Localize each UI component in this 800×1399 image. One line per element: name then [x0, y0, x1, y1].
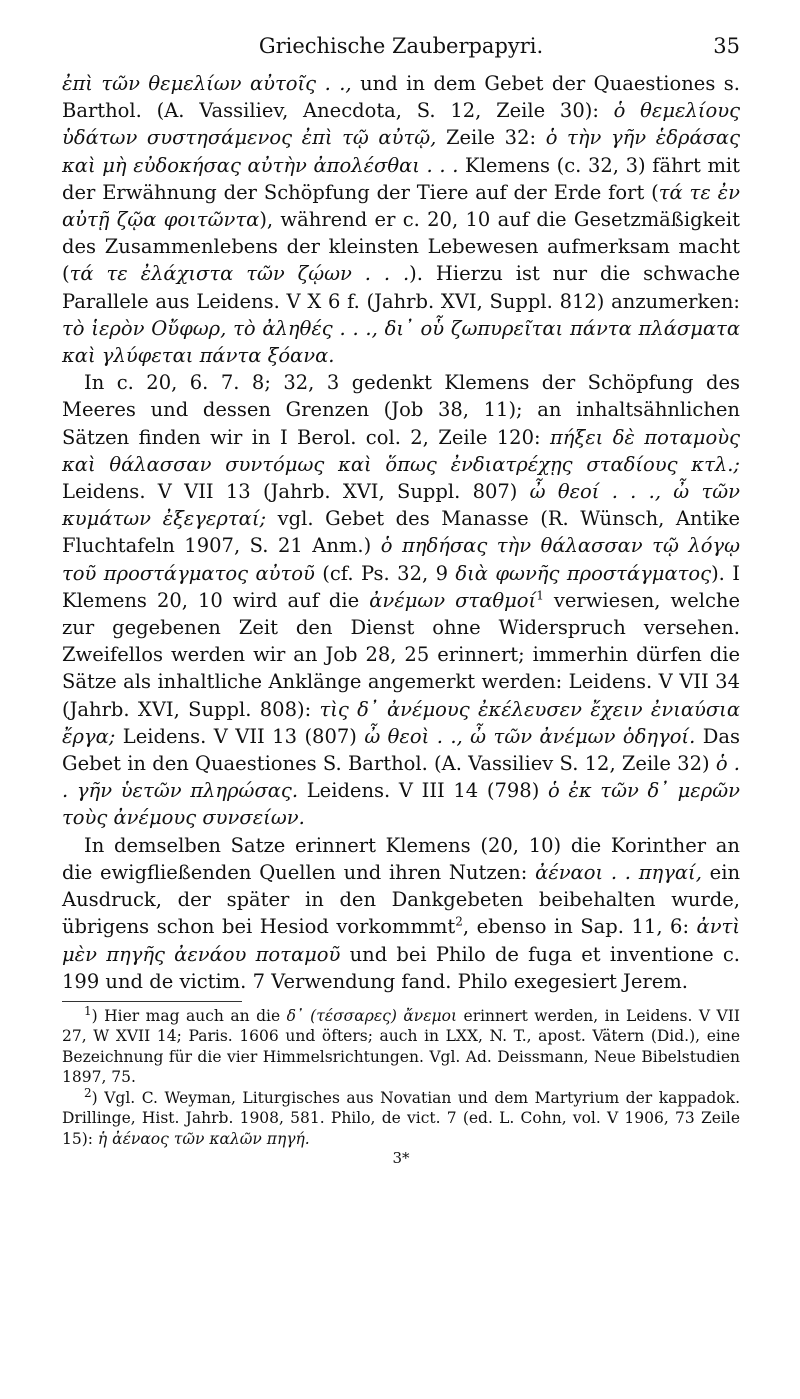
greek-text: ὁ τὴν γῆν ἑδράσας καὶ μὴ εὐδοκήσας αὐτὴν ἀπολέσθαι . . . [62, 126, 741, 177]
greek-text: ὦ θεοὶ . ., ὦ τῶν ἀνέμων ὁδηγοί. [364, 724, 696, 748]
footnote-marker: 1 [84, 1003, 92, 1018]
greek-text: τά τε ἐν αὐτῇ ζῷα φοιτῶντα [62, 180, 740, 232]
greek-text: τὶς δ᾽ ἀνέμους ἐκέλευσεν ἔχειν ἐνιαύσια ἔργα; [62, 697, 740, 748]
text-run: In demselben Satze erinnert Klemens (20, 10) die Korinther an die ewigfließenden Quellen und ihren Nutzen: [62, 833, 740, 884]
greek-text: ἀνέμων σταθμοί [369, 588, 537, 612]
greek-text: πήξει δὲ ποταμοὺς καὶ θάλασσαν συντόμως καὶ ὅπως ἐνδιατρέχῃς σταδίους κτλ.; [62, 425, 740, 476]
greek-text: ὁ πηδήσας τὴν θάλασσαν τῷ λόγῳ τοῦ προστάγματος αὐτοῦ [62, 534, 740, 585]
page-number: 35 [713, 34, 740, 58]
text-run: ). I Klemens 20, 10 wird auf die [62, 561, 740, 612]
body-text [62, 70, 740, 995]
footnote-marker: 1 [536, 588, 544, 603]
paragraph-3 [62, 832, 740, 995]
text-run: verwiesen, welche zur gegebenen Zeit den Dienst ohne Widerspruch versehen. Zweifellos werden wir an Job 28, 25 erinnert; immerhin dürfen die Sätze als inhaltliche Anklänge angemerkt werden: Leidens. V VII 34 (Jahrb. XVI, Suppl. 808): [62, 588, 740, 721]
footnote-marker: 2 [84, 1085, 92, 1100]
text-run: ein Ausdruck, der später in den Dankgebeten beibehalten wurde, übrigens schon bei Hesiod vorkommmt [62, 860, 741, 939]
text-run: und bei Philo de fuga et inventione c. 199 und de victim. 7 Verwendung fand. Philo exegesiert Jerem. [62, 942, 740, 993]
greek-text: ὦ θεοί . . ., ὦ τῶν κυμάτων ἐξεγερταί; [62, 480, 741, 531]
text-run: Das Gebet in den Quaestiones S. Barthol. (A. Vassiliev S. 12, Zeile 32) [62, 724, 740, 776]
greek-text: ὁ . . γῆν ὑετῶν πληρώσας. [62, 752, 740, 803]
footnote-1 [62, 1003, 740, 1088]
paragraph-2 [62, 369, 740, 831]
greek-text: ὁ ἐκ τῶν δ᾽ μερῶν τοὺς ἀνέμους συνσείων. [62, 779, 740, 830]
text-run: ). Hierzu ist nur die schwache Parallele aus Leidens. V X 6 f. (Jahrb. XVI, Suppl. 812) anzumerken: [62, 262, 740, 313]
greek-text: ὁ θεμελίους ὑδάτων συστησάμενος ἐπὶ τῷ αὐτῷ, [62, 99, 740, 150]
greek-text: ἀντὶ μὲν πηγῆς ἀενάου ποταμοῦ [62, 915, 740, 966]
paragraph-1 [62, 70, 740, 369]
text-run: ), während er c. 20, 10 auf die Gesetzmäßigkeit des Zusammenlebens der kleinsten Lebewesen aufmerksam macht ( [62, 208, 740, 286]
text-run: ) Hier mag auch an die [91, 1006, 287, 1025]
running-title: Griechische Zauberpapyri. [258, 34, 544, 58]
text-run: Leidens. V VII 13 (807) [115, 724, 365, 748]
footnote-2 [62, 1085, 740, 1150]
text-run: ) Vgl. C. Weyman, Liturgisches aus Novatian und dem Martyrium der kappadok. Drillinge, Hist. Jahrb. 1908, 581. Philo, de vict. 7 (ed. L. Cohn, vol. V 1906, 73 Zeile 15): [62, 1088, 740, 1148]
greek-text: διὰ φωνῆς προστάγματος [455, 561, 712, 585]
running-head [62, 0, 740, 70]
greek-text: δ᾽ (τέσσαρες) ἄνεμοι [286, 1006, 458, 1025]
text-run: Zeile 32: [436, 126, 546, 150]
greek-text: ἡ ἀέναος τῶν καλῶν πηγή. [97, 1129, 310, 1148]
text-run: Leidens. V III 14 (798) [298, 779, 548, 803]
text-run: vgl. Gebet des Manasse (R. Wünsch, Antike Fluchtafeln 1907, S. 21 Anm.) [62, 507, 740, 558]
footnote-divider [62, 1001, 242, 1002]
footnotes [62, 1003, 740, 1150]
text-run: Leidens. V VII 13 (Jahrb. XVI, Suppl. 807) [62, 480, 530, 504]
text-run: und in dem Gebet der Quaestiones s. Barthol. (A. Vassiliev, Anecdota, S. 12, Zeile 30): [62, 72, 740, 123]
greek-text: τὸ ἱερὸν Οὔφωρ, τὸ ἀληθές . . ., δι᾽ οὗ ζωπυρεῖται πάντα πλάσματα καὶ γλύφεται πάντα ξόανα. [62, 316, 740, 368]
greek-text: ἀέναοι . . πηγαί, [535, 860, 702, 884]
text-run: , ebenso in Sap. 11, 6: [462, 915, 697, 939]
text-run: erinnert werden, in Leidens. V VII 27, W XVII 14; Paris. 1606 und öfters; auch in LXX, N. T., apost. Vätern (Did.), eine Bezeichnung für die vier Himmelsrichtungen. Vgl. Ad. Deissmann, Neue Bibelstudien 1897, 75. [62, 1006, 740, 1087]
text-run: Klemens (c. 32, 3) fährt mit der Erwähnung der Schöpfung der Tiere auf der Erde fort ( [62, 153, 741, 204]
signature-mark: 3* [392, 1149, 410, 1168]
text-run: (cf. Ps. 32, 9 [314, 561, 456, 585]
greek-text: ἐπὶ τῶν θεμελίων αὐτοῖς . ., [62, 72, 352, 95]
greek-text: τά τε ἐλάχιστα τῶν ζῴων . . . [69, 262, 410, 286]
footnote-marker: 2 [455, 914, 463, 929]
text-run: In c. 20, 6. 7. 8; 32, 3 gedenkt Klemens der Schöpfung des Meeres und dessen Grenzen (Job 38, 11); an inhaltsähnlichen Sätzen finden wir in I Berol. col. 2, Zeile 120: [62, 371, 740, 449]
